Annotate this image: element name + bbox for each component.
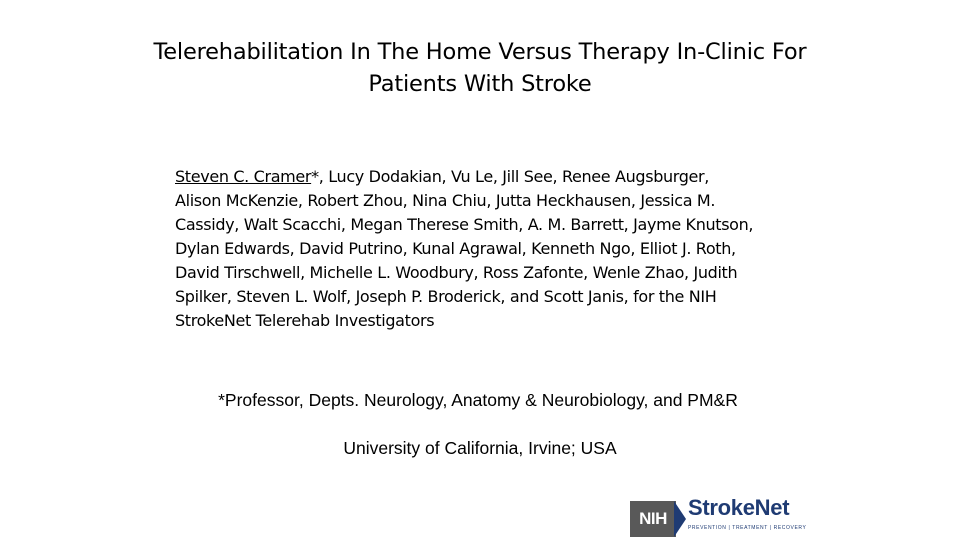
author-line-1 bbox=[175, 165, 815, 189]
presenting-author: Steven C. Cramer bbox=[175, 167, 312, 186]
author-line-7: StrokeNet Telerehab Investigators bbox=[175, 311, 435, 330]
nih-strokenet-logo bbox=[630, 497, 810, 537]
author-line-2: Alison McKenzie, Robert Zhou, Nina Chiu, Jutta Heckhausen, Jessica M. bbox=[175, 191, 716, 210]
slide-title bbox=[60, 36, 900, 100]
author-line-6: Spilker, Steven L. Wolf, Joseph P. Broderick, and Scott Janis, for the NIH bbox=[175, 287, 717, 306]
author-list bbox=[175, 165, 815, 333]
author-line-5: David Tirschwell, Michelle L. Woodbury, Ross Zafonte, Wenle Zhao, Judith bbox=[175, 263, 738, 282]
strokenet-wordmark: StrokeNet bbox=[688, 495, 790, 520]
author-line-4: Dylan Edwards, David Putrino, Kunal Agrawal, Kenneth Ngo, Elliot J. Roth, bbox=[175, 239, 736, 258]
strokenet-tagline: PREVENTION | TREATMENT | RECOVERY bbox=[688, 525, 807, 531]
author-line-1-rest: *, Lucy Dodakian, Vu Le, Jill See, Renee Augsburger, bbox=[311, 167, 710, 186]
title-line-1: Telerehabilitation In The Home Versus Therapy In-Clinic For bbox=[153, 39, 807, 65]
nih-logo-mark: NIH bbox=[630, 501, 676, 537]
author-line-3: Cassidy, Walt Scacchi, Megan Therese Smith, A. M. Barrett, Jayme Knutson, bbox=[175, 215, 754, 234]
logo-chevron-icon bbox=[674, 501, 686, 537]
institution: University of California, Irvine; USA bbox=[343, 438, 617, 458]
title-line-2: Patients With Stroke bbox=[368, 71, 592, 97]
presenter-position: *Professor, Depts. Neurology, Anatomy & Neurobiology, and PM&R bbox=[218, 390, 738, 410]
